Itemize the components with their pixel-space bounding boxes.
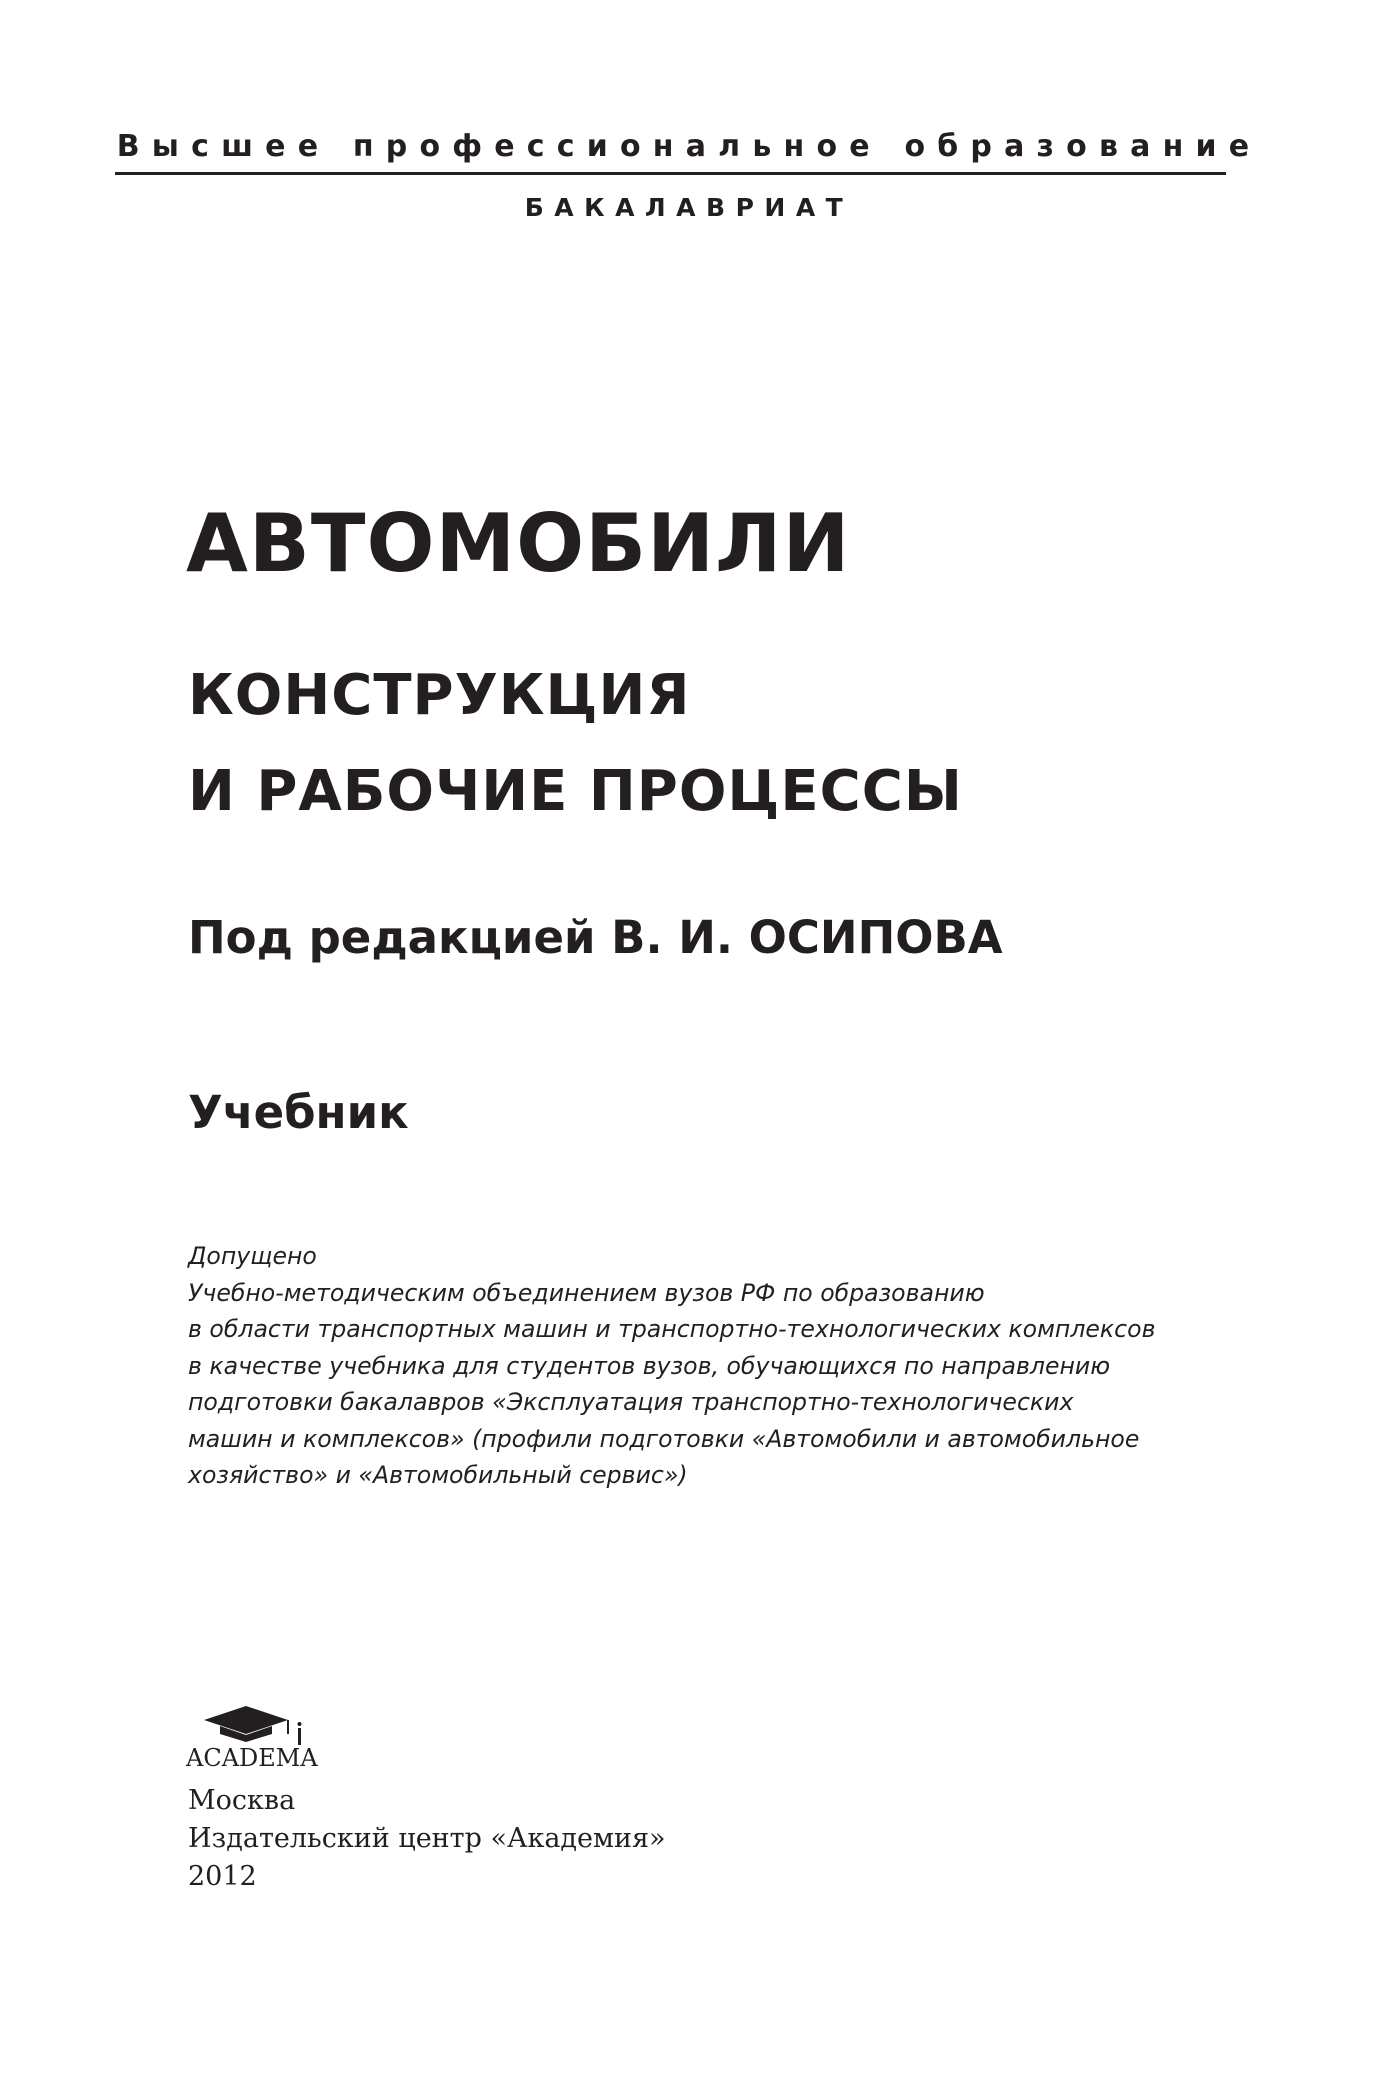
publisher-logo xyxy=(186,1704,326,1770)
approval-line-7: хозяйство» и «Автомобильный сервис») xyxy=(188,1461,688,1489)
subtitle-line-1: КОНСТРУКЦИЯ xyxy=(188,663,691,728)
series-line: Высшее профессиональное образование xyxy=(116,129,1262,164)
book-subtitle xyxy=(188,648,963,840)
editor-line: Под редакцией В. И. ОСИПОВА xyxy=(188,911,1003,964)
mortarboard-icon xyxy=(186,1704,326,1748)
imprint-city: Москва xyxy=(188,1785,296,1816)
series-level: БАКАЛАВРИАТ xyxy=(524,193,854,222)
subtitle-line-2: И РАБОЧИЕ ПРОЦЕССЫ xyxy=(188,759,963,824)
approval-line-4: в качестве учебника для студентов вузов, обучающихся по направлению xyxy=(188,1351,1111,1380)
book-title: АВТОМОБИЛИ xyxy=(186,497,851,590)
approval-line-2: Учебно-методическим объединением вузов РФ по образованию xyxy=(188,1278,985,1307)
imprint xyxy=(188,1782,666,1896)
approval-line-6: машин и комплексов» (профили подготовки «Автомобили и автомобильное xyxy=(188,1424,1140,1453)
imprint-year: 2012 xyxy=(188,1861,257,1892)
imprint-publisher: Издательский центр «Академия» xyxy=(188,1823,666,1854)
series-divider xyxy=(115,172,1226,175)
approval-line-3: в области транспортных машин и транспортно-технологических комплексов xyxy=(188,1315,1156,1343)
approval-line-5: подготовки бакалавров «Эксплуатация транспортно-технологических xyxy=(188,1388,1074,1416)
approval-line-1: Допущено xyxy=(188,1242,317,1270)
publisher-logo-text: ACADEMA xyxy=(186,1744,318,1772)
approval-notice xyxy=(188,1238,1156,1494)
book-type: Учебник xyxy=(188,1086,409,1139)
